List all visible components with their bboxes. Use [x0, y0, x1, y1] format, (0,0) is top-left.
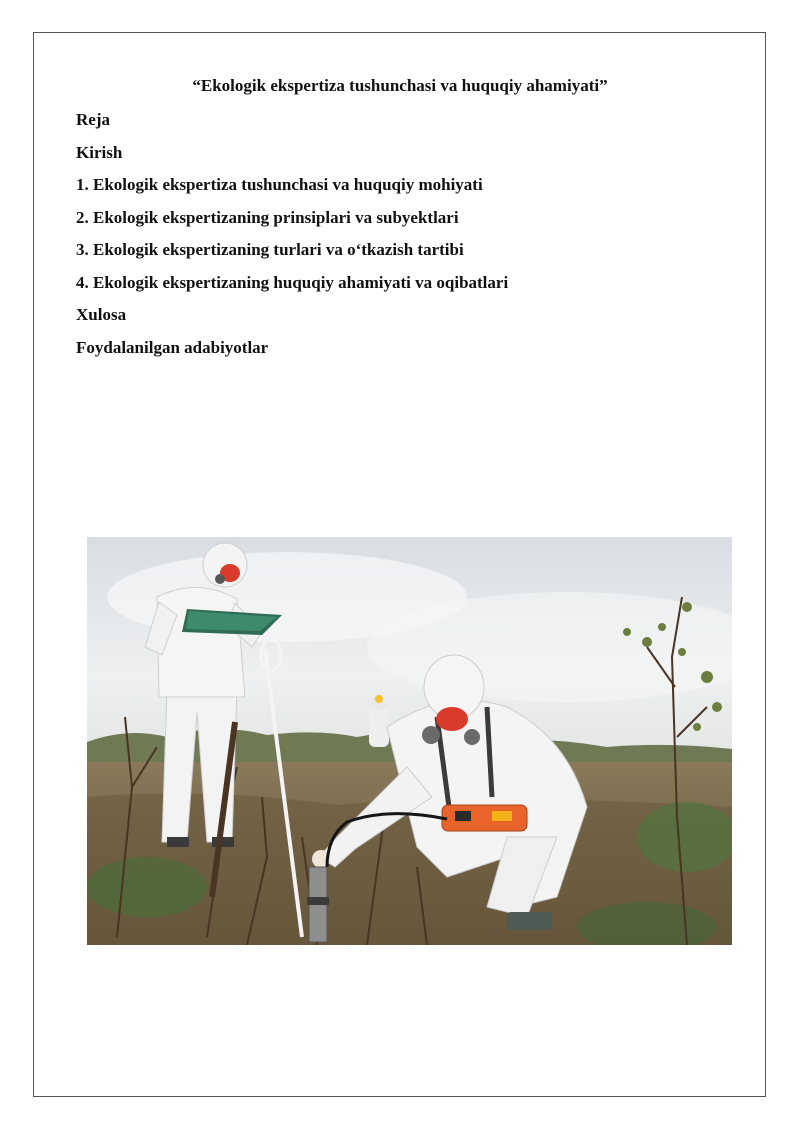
plan-item-references: Foydalanilgan adabiyotlar	[76, 337, 269, 357]
plan-list	[76, 108, 508, 368]
plan-item-4: 4. Ekologik ekspertizaning huquqiy ahamiyati va oqibatlari	[76, 272, 509, 292]
plan-item-2: 2. Ekologik ekspertizaning prinsiplari va subyektlari	[76, 207, 459, 227]
plan-heading: Reja	[76, 110, 110, 129]
document-title: “Ekologik ekspertiza tushunchasi va huquqiy ahamiyati”	[192, 76, 608, 95]
plan-item-1: 1. Ekologik ekspertiza tushunchasi va huquqiy mohiyati	[76, 175, 483, 194]
field-inspection-photo	[87, 537, 732, 945]
plan-item-introduction: Kirish	[76, 142, 123, 162]
plan-item-3: 3. Ekologik ekspertizaning turlari va o‘tkazish tartibi	[76, 240, 464, 259]
plan-item-conclusion: Xulosa	[76, 305, 127, 324]
photo-illustration	[87, 537, 732, 945]
